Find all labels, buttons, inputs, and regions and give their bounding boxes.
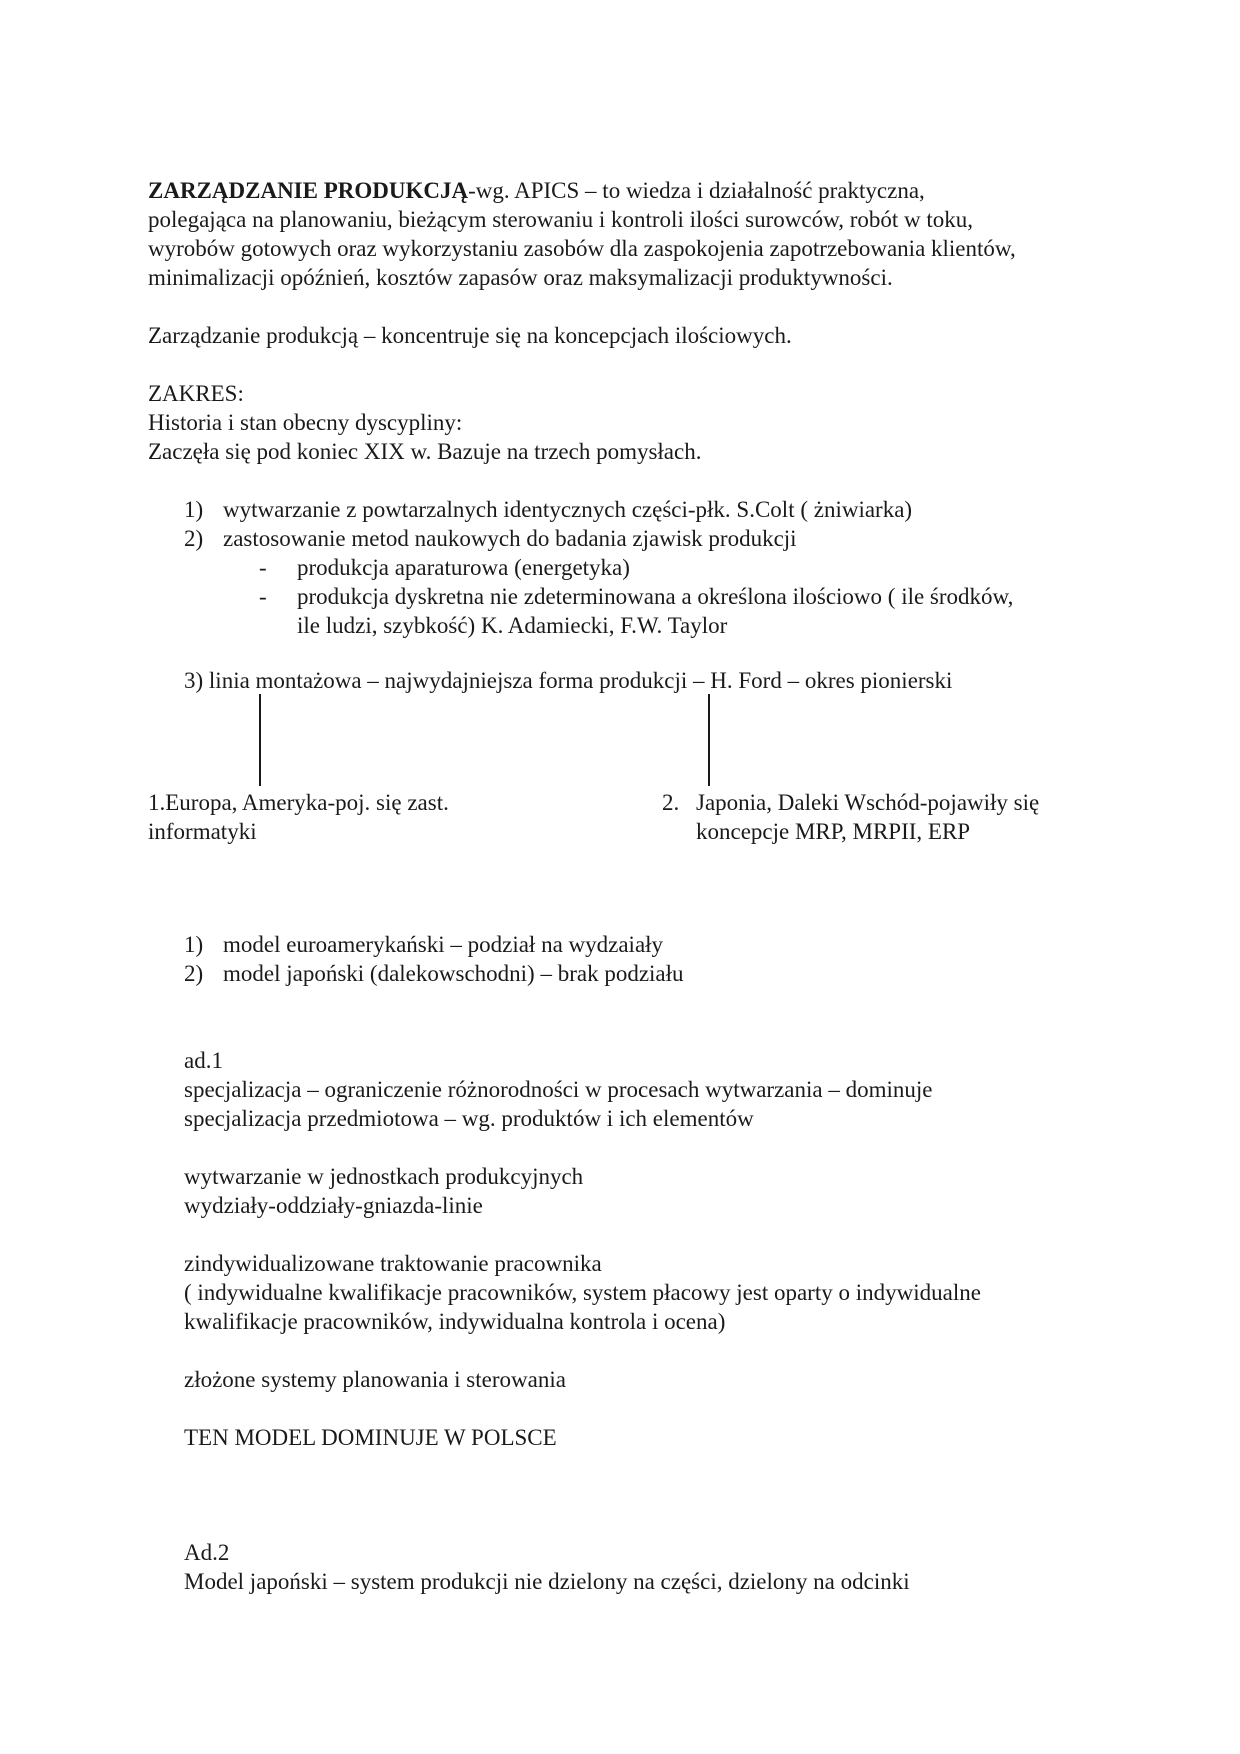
ad1-individual-line-1: zindywidualizowane traktowanie pracownika <box>184 1251 602 1276</box>
intro-line-4: minimalizacji opóźnień, kosztów zapasów oraz maksymalizacji produktywności. <box>148 265 893 290</box>
connector-line-right <box>708 694 710 786</box>
branch-left-line-1: 1.Europa, Ameryka-poj. się zast. <box>148 790 449 815</box>
branch-right-number: 2. <box>662 790 680 815</box>
ad2-heading: Ad.2 <box>184 1540 230 1565</box>
ad1-individual-line-3: kwalifikacje pracowników, indywidualna kontrola i ocena) <box>184 1309 726 1334</box>
sub-bullet-1-dash: - <box>259 555 267 580</box>
idea-1-text: wytwarzanie z powtarzalnych identycznych części-płk. S.Colt ( żniwiarka) <box>223 497 913 522</box>
idea-3-line: 3) linia montażowa – najwydajniejsza forma produkcji – H. Ford – okres pionierski <box>184 668 953 693</box>
sub-bullet-2-line-2: ile ludzi, szybkość) K. Adamiecki, F.W. Taylor <box>297 613 728 638</box>
zakres-heading: ZAKRES: <box>148 381 244 406</box>
ad1-heading: ad.1 <box>184 1048 223 1073</box>
ad1-spec-line-1: specjalizacja – ograniczenie różnorodności w procesach wytwarzania – dominuje <box>184 1077 933 1102</box>
intro-heading-rest: -wg. APICS – to wiedza i działalność praktyczna, <box>468 178 925 203</box>
intro-line-3: wyrobów gotowych oraz wykorzystaniu zasobów dla zaspokojenia zapotrzebowania klientów, <box>148 236 1016 261</box>
model-2-text: model japoński (dalekowschodni) – brak podziału <box>223 961 684 986</box>
ad1-dominant-line: TEN MODEL DOMINUJE W POLSCE <box>184 1425 557 1450</box>
branch-left-line-2: informatyki <box>148 819 257 844</box>
intro-line-2: polegająca na planowaniu, bieżącym sterowaniu i kontroli ilości surowców, robót w toku, <box>148 207 974 232</box>
sub-bullet-2-line-1: produkcja dyskretna nie zdeterminowana a określona ilościowo ( ile środków, <box>297 584 1014 609</box>
history-text: Zaczęła się pod koniec XIX w. Bazuje na trzech pomysłach. <box>148 439 702 464</box>
ad2-text: Model japoński – system produkcji nie dzielony na części, dzielony na odcinki <box>184 1569 910 1594</box>
focus-line: Zarządzanie produkcją – koncentruje się na koncepcjach ilościowych. <box>148 323 792 348</box>
model-1-number: 1) <box>184 932 204 957</box>
sub-bullet-2-dash: - <box>259 584 267 609</box>
ad1-planning-line: złożone systemy planowania i sterowania <box>184 1367 566 1392</box>
intro-bold-heading: ZARZĄDZANIE PRODUKCJĄ <box>148 178 469 203</box>
branch-right-line-2: koncepcje MRP, MRPII, ERP <box>696 819 971 844</box>
intro-line-1 <box>148 176 925 205</box>
connector-line-left <box>259 694 261 786</box>
model-2-number: 2) <box>184 961 204 986</box>
ad1-spec-line-2: specjalizacja przedmiotowa – wg. produktów i ich elementów <box>184 1106 754 1131</box>
idea-2-number: 2) <box>184 526 204 551</box>
idea-1-number: 1) <box>184 497 204 522</box>
model-1-text: model euroamerykański – podział na wydzaiały <box>223 932 664 957</box>
ad1-units-line-1: wytwarzanie w jednostkach produkcyjnych <box>184 1164 584 1189</box>
ad1-individual-line-2: ( indywidualne kwalifikacje pracowników, system płacowy jest oparty o indywidualne <box>184 1280 981 1305</box>
branch-right-line-1: Japonia, Daleki Wschód-pojawiły się <box>696 790 1040 815</box>
ad1-units-line-2: wydziały-oddziały-gniazda-linie <box>184 1193 483 1218</box>
sub-bullet-1-text: produkcja aparaturowa (energetyka) <box>297 555 630 580</box>
history-heading: Historia i stan obecny dyscypliny: <box>148 410 463 435</box>
idea-2-text: zastosowanie metod naukowych do badania zjawisk produkcji <box>223 526 797 551</box>
